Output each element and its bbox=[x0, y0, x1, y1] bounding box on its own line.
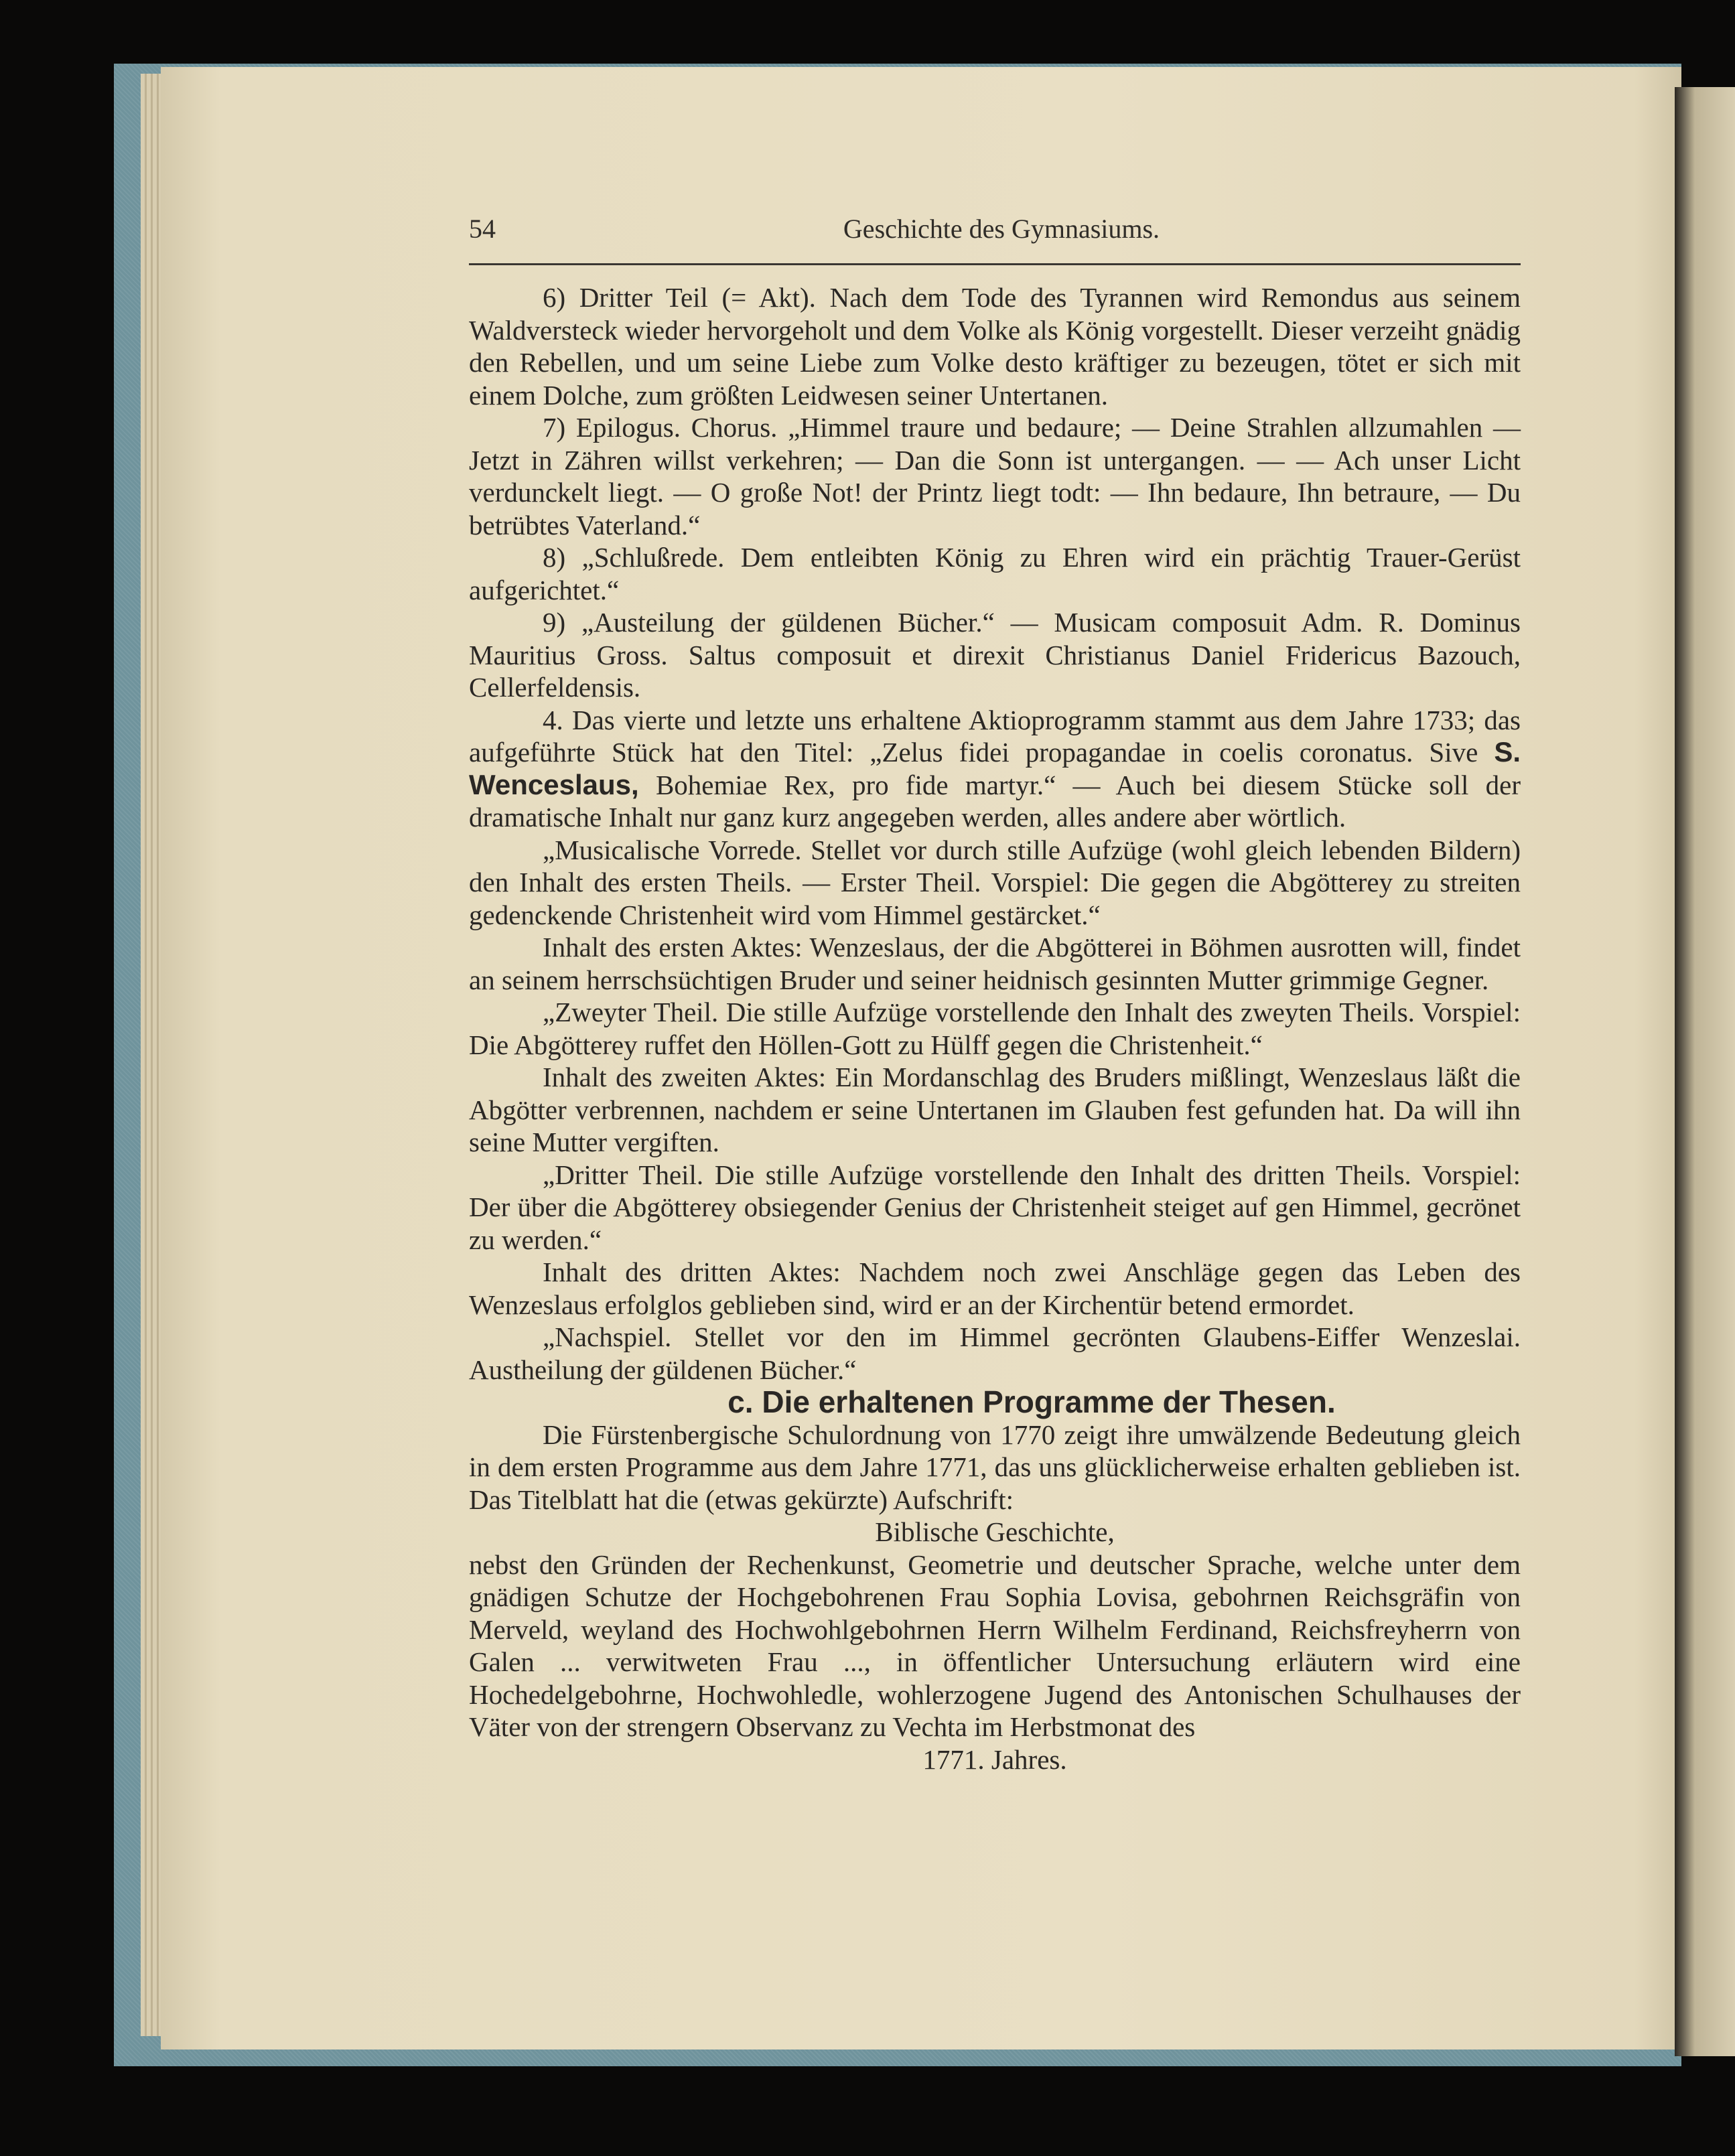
title-line: Biblische Geschichte, bbox=[875, 1516, 1115, 1547]
next-page-edge bbox=[1675, 87, 1735, 2056]
paragraph bbox=[469, 704, 1521, 834]
paragraph: Inhalt des dritten Aktes: Nachdem noch zwei Anschläge gegen das Leben des Wenzeslaus erfolglos geblieben sind, wird er an der Kirchentür betend ermordet. bbox=[469, 1256, 1521, 1320]
page-number: 54 bbox=[469, 214, 496, 244]
paragraph: 7) Epilogus. Chorus. „Himmel traure und bedaure; — Deine Strahlen allzumahlen — Jetzt in Zähren willst verkehren; — Dan die Sonn ist untergangen. — — Ach unser Licht verdunckelt liegt. — O große Not! der Printz liegt todt: — Ihn bedaure, Ihn betraure, — Du betrübtes Vaterland.“ bbox=[469, 412, 1521, 541]
section-heading: c. Die erhaltenen Programme der Thesen. bbox=[727, 1384, 1336, 1419]
header-rule bbox=[469, 263, 1521, 265]
saint-name: S. Wenceslaus, bbox=[469, 736, 1521, 800]
body-text bbox=[469, 281, 1521, 1776]
running-title: Geschichte des Gymnasiums. bbox=[843, 214, 1160, 244]
title-body: nebst den Gründen der Rechenkunst, Geometrie und deutscher Sprache, welche unter dem gnädigen Schutze der Hochgebohrenen Frau Sophia Lovisa, gebohrnen Reichsgräfin von Merveld, weyland des Hochwohlgebohrnen Herrn Wilhelm Ferdinand, Reichsfreyherrn von Galen ... verwitweten Frau ..., in öffentlicher Untersuchung erläutern wird eine Hochedelgebohrne, Hochwohledle, wohlerzogene Jugend des Antonischen Schulhauses der Väter von der strengern Observanz zu Vechta im Herbstmonat des bbox=[469, 1549, 1521, 1742]
paragraph: „Musicalische Vorrede. Stellet vor durch stille Aufzüge (wohl gleich lebenden Bildern) den Inhalt des ersten Theils. — Erster Theil. Vorspiel: Die gegen die Abgötterey zu streiten gedenckende Christenheit wird vom Himmel gestärcket.“ bbox=[469, 834, 1521, 930]
paragraph: Die Fürstenbergische Schulordnung von 1770 zeigt ihre umwälzende Bedeutung gleich in dem ersten Programme aus dem Jahre 1771, das uns glücklicherweise erhalten geblieben ist. Das Titelblatt hat die (etwas gekürzte) Aufschrift: bbox=[469, 1419, 1521, 1515]
paragraph-part: Bohemiae Rex, pro fide martyr.“ — Auch bei diesem Stücke soll der dramatische Inhalt nur ganz kurz angegeben werden, alles andere aber wörtlich. bbox=[469, 769, 1521, 833]
page-header bbox=[469, 213, 1521, 253]
title-year: 1771. Jahres. bbox=[922, 1743, 1067, 1775]
paragraph: 9) „Austeilung der güldenen Bücher.“ — Musicam composuit Adm. R. Dominus Mauritius Gross. Saltus composuit et direxit Christianus Daniel Fridericus Bazouch, Cellerfeldensis. bbox=[469, 607, 1521, 703]
paragraph: Inhalt des zweiten Aktes: Ein Mordanschlag des Bruders mißlingt, Wenzeslaus läßt die Abgötter verbrennen, nachdem er seine Untertanen im Glauben fest gefunden hat. Da will ihn seine Mutter vergiften. bbox=[469, 1062, 1521, 1157]
paragraph: „Zweyter Theil. Die stille Aufzüge vorstellende den Inhalt des zweyten Theils. Vorspiel: Die Abgötterey ruffet den Höllen-Gott zu Hülff gegen die Christenheit.“ bbox=[469, 997, 1521, 1060]
paragraph: „Dritter Theil. Die stille Aufzüge vorstellende den Inhalt des dritten Theils. Vorspiel: Der über die Abgötterey obsiegender Genius der Christenheit steiget auf gen Himmel, gecrönet zu werden.“ bbox=[469, 1159, 1521, 1255]
paragraph-part: 4. Das vierte und letzte uns erhaltene Aktioprogramm stammt aus dem Jahre 1733; das aufgeführte Stück hat den Titel: „Zelus fidei propagandae in coelis coronatus. Sive bbox=[469, 704, 1521, 768]
paragraph: 6) Dritter Teil (= Akt). Nach dem Tode des Tyrannen wird Remondus aus seinem Waldversteck wieder hervorgeholt und dem Volke als König vorgestellt. Dieser verzeiht gnädig den Rebellen, und um seine Liebe zum Volke desto kräftiger zu bezeugen, tötet er sich mit einem Dolche, zum größten Leidwesen seiner Untertanen. bbox=[469, 282, 1521, 411]
paragraph: „Nachspiel. Stellet vor den im Himmel gecrönten Glaubens-Eiffer Wenzeslai. Austheilung der güldenen Bücher.“ bbox=[469, 1321, 1521, 1385]
paragraph: 8) „Schlußrede. Dem entleibten König zu Ehren wird ein prächtig Trauer-Gerüst aufgerichtet.“ bbox=[469, 542, 1521, 605]
paragraph: Inhalt des ersten Aktes: Wenzeslaus, der die Abgötterei in Böhmen ausrotten will, findet an seinem herrschsüchtigen Bruder und seiner heidnisch gesinnten Mutter grimmige Gegner. bbox=[469, 932, 1521, 995]
